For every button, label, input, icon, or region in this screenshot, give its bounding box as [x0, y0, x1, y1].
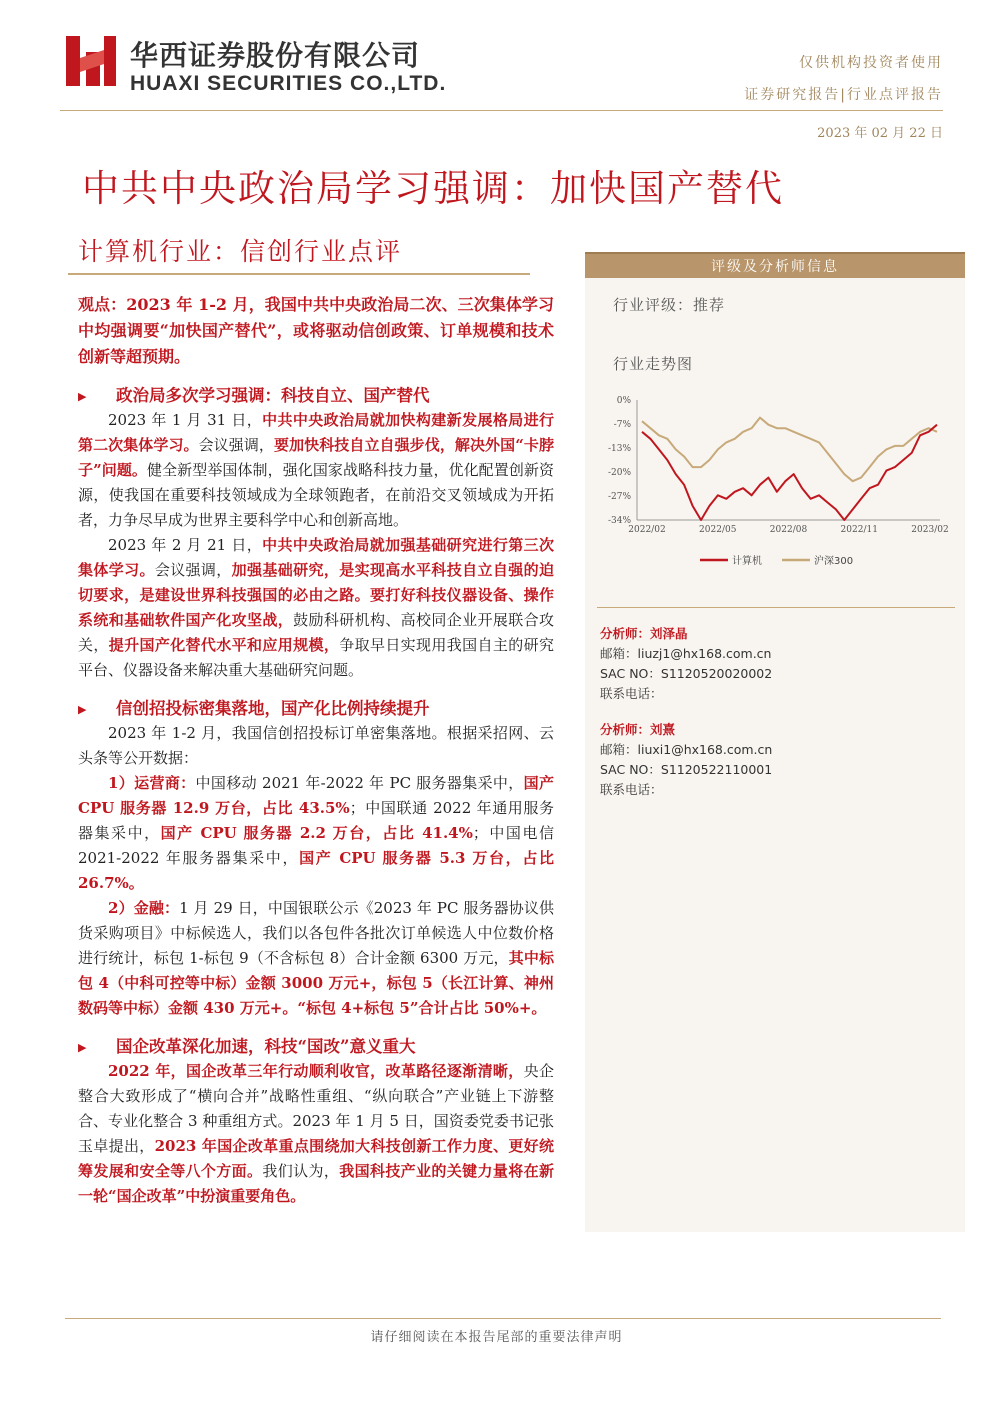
y-tick-label: -7% [613, 420, 631, 430]
trend-chart-label: 行业走势图 [613, 355, 694, 373]
industry-rating: 行业评级：推荐 [613, 296, 726, 314]
triangle-bullet-icon: ▶ [78, 703, 87, 716]
audience-note: 仅供机构投资者使用 [799, 55, 943, 71]
text-run: 2023 年 2 月 21 日， [108, 536, 263, 554]
highlight-run: 中共中央政治局就加强基础研究进行第三次集体学习。 [78, 536, 554, 579]
analyst-card [600, 720, 772, 800]
series-line [642, 425, 937, 520]
text-run: 1 月 29 日，中国银联公示《2023 年 PC 服务器协议供货采购项目》中标候选人，我们以各包件各批次订单候选人中位数价格进行统计，标包 1-标包 9（不含标包 8）合计金额 6300 万元， [78, 899, 555, 967]
company-name-en: HUAXI SECURITIES CO.,LTD. [130, 72, 447, 95]
analyst-email: 邮箱：liuzj1@hx168.com.cn [600, 646, 772, 661]
panel-header: 评级及分析师信息 [585, 252, 965, 278]
text-run: 会议强调， [154, 561, 232, 579]
text-run: ；中国电信 2021-2022 年服务器集采中， [78, 824, 554, 867]
panel-divider [597, 607, 955, 608]
highlight-run: 国产 CPU 服务器 12.9 万台，占比 43.5% [78, 774, 554, 817]
section-heading [78, 1035, 554, 1059]
text-run: 健全新型举国体制，强化国家战略科技力量，优化配置创新资源，使我国在重要科技领域成为全球领跑者，在前沿交叉领域成为开拓者，力争尽早成为世界主要科学中心和创新高地。 [78, 461, 554, 529]
legend-label: 计算机 [732, 556, 762, 567]
text-run: 2023 年 1 月 31 日， [108, 411, 263, 429]
highlight-run: 加强基础研究，是实现高水平科技自立自强的迫切要求，是建设世界科技强国的必由之路。要打好科技仪器设备、操作系统和基础软件国产化攻坚战， [78, 561, 554, 629]
legend-label: 沪深300 [814, 556, 854, 567]
highlight-run: 国产 CPU 服务器 5.3 万台，占比 26.7%。 [78, 849, 554, 892]
analyst-panel [585, 252, 965, 1232]
triangle-bullet-icon: ▶ [78, 1041, 87, 1054]
analyst-email: 邮箱：liuxi1@hx168.com.cn [600, 742, 773, 757]
x-tick-label: 2022/05 [699, 525, 737, 535]
legal-notice: 请仔细阅读在本报告尾部的重要法律声明 [370, 1330, 623, 1345]
paragraph [78, 771, 554, 896]
series-line [642, 418, 937, 482]
paragraph [78, 408, 554, 533]
x-tick-label: 2023/02 [911, 525, 949, 535]
footer-divider [65, 1318, 941, 1319]
paragraph [78, 896, 554, 1021]
text-run: 鼓励科研机构、高校同企业开展联合攻关， [78, 611, 554, 654]
text-run: ；中国联通 2022 年通用服务器集采中， [78, 799, 554, 842]
analyst-name: 分析师：刘泽晶 [600, 626, 688, 641]
lead-paragraph: 观点：2023 年 1-2 月，我国中共中央政治局二次、三次集体学习中均强调要“加快国产替代”，或将驱动信创政策、订单规模和技术创新等超预期。 [78, 295, 554, 366]
text-run: 我们认为， [262, 1162, 340, 1180]
highlight-run: 2022 年，国企改革三年行动顺利收官，改革路径逐渐清晰， [108, 1062, 524, 1080]
analyst-sac: SAC NO：S1120522110001 [600, 762, 773, 777]
triangle-bullet-icon: ▶ [78, 390, 87, 403]
highlight-run: 其中标包 4（中科可控等中标）金额 3000 万元+，标包 5（长江计算、神州数码等中标）金额 430 万元+。“标包 4+标包 5”合计占比 50%+。 [78, 949, 554, 1017]
highlight-run: 我国科技产业的关键力量将在新一轮“国企改革”中扮演重要角色。 [78, 1162, 554, 1205]
huaxi-logo-icon [60, 30, 120, 92]
x-tick-label: 2022/11 [840, 525, 878, 535]
subtitle-divider [68, 273, 530, 275]
page-title: 中共中央政治局学习强调：加快国产替代 [82, 167, 784, 210]
highlight-run: 国产 CPU 服务器 2.2 万台，占比 41.4% [160, 824, 473, 842]
text-run: 会议强调， [198, 436, 274, 454]
section-title: 信创招投标密集落地，国产化比例持续提升 [116, 699, 430, 718]
x-tick-label: 2022/02 [628, 525, 666, 535]
y-tick-label: -34% [607, 516, 631, 526]
text-run: 中国移动 2021 年-2022 年 PC 服务器集采中， [195, 774, 524, 792]
report-date: 2023 年 02 月 22 日 [817, 126, 943, 141]
highlight-run: 1）运营商： [108, 774, 196, 792]
paragraph [78, 533, 554, 683]
y-tick-label: -20% [607, 468, 631, 478]
analyst-card [600, 624, 772, 704]
y-tick-label: -13% [607, 444, 631, 454]
section-title: 国企改革深化加速，科技“国改”意义重大 [116, 1037, 416, 1056]
company-name-cn: 华西证券股份有限公司 [130, 39, 421, 72]
analyst-phone: 联系电话： [600, 782, 663, 797]
y-tick-label: 0% [616, 396, 631, 406]
paragraph [78, 1059, 554, 1209]
highlight-run: 中共中央政治局就加快构建新发展格局进行第二次集体学习。 [78, 411, 554, 454]
analyst-sac: SAC NO：S1120520020002 [600, 666, 773, 681]
analyst-phone: 联系电话： [600, 686, 663, 701]
text-run: 央企整合大致形成了“横向合并”战略性重组、“纵向联合”产业链上下游整合、专业化整合 3 种重组方式。2023 年 1 月 5 日，国资委党委书记张玉卓提出， [78, 1062, 554, 1155]
industry-trend-chart [595, 390, 955, 580]
x-tick-label: 2022/08 [769, 525, 808, 535]
section-heading [78, 384, 554, 408]
section-title: 政治局多次学习强调：科技自立、国产替代 [116, 386, 430, 405]
highlight-run: 要加快科技自立自强步伐，解决外国“卡脖子”问题。 [78, 436, 554, 479]
highlight-run: 提升国产化替代水平和应用规模， [108, 636, 340, 654]
text-run: 争取早日实现用我国自主的研究平台、仪器设备来解决重大基础研究问题。 [78, 636, 554, 679]
report-type: 证券研究报告|行业点评报告 [744, 87, 943, 103]
paragraph: 2023 年 1-2 月，我国信创招投标订单密集落地。根据采招网、云头条等公开数据： [78, 724, 554, 767]
report-body [78, 292, 554, 1209]
y-tick-label: -27% [607, 492, 631, 502]
section-heading [78, 697, 554, 721]
header-divider [60, 110, 943, 111]
analyst-name: 分析师：刘熹 [600, 722, 676, 737]
page-subtitle: 计算机行业：信创行业点评 [78, 237, 403, 266]
highlight-run: 2）金融： [108, 899, 180, 917]
highlight-run: 2023 年国企改革重点围绕加大科技创新工作力度、更好统筹发展和安全等八个方面。 [78, 1137, 554, 1180]
